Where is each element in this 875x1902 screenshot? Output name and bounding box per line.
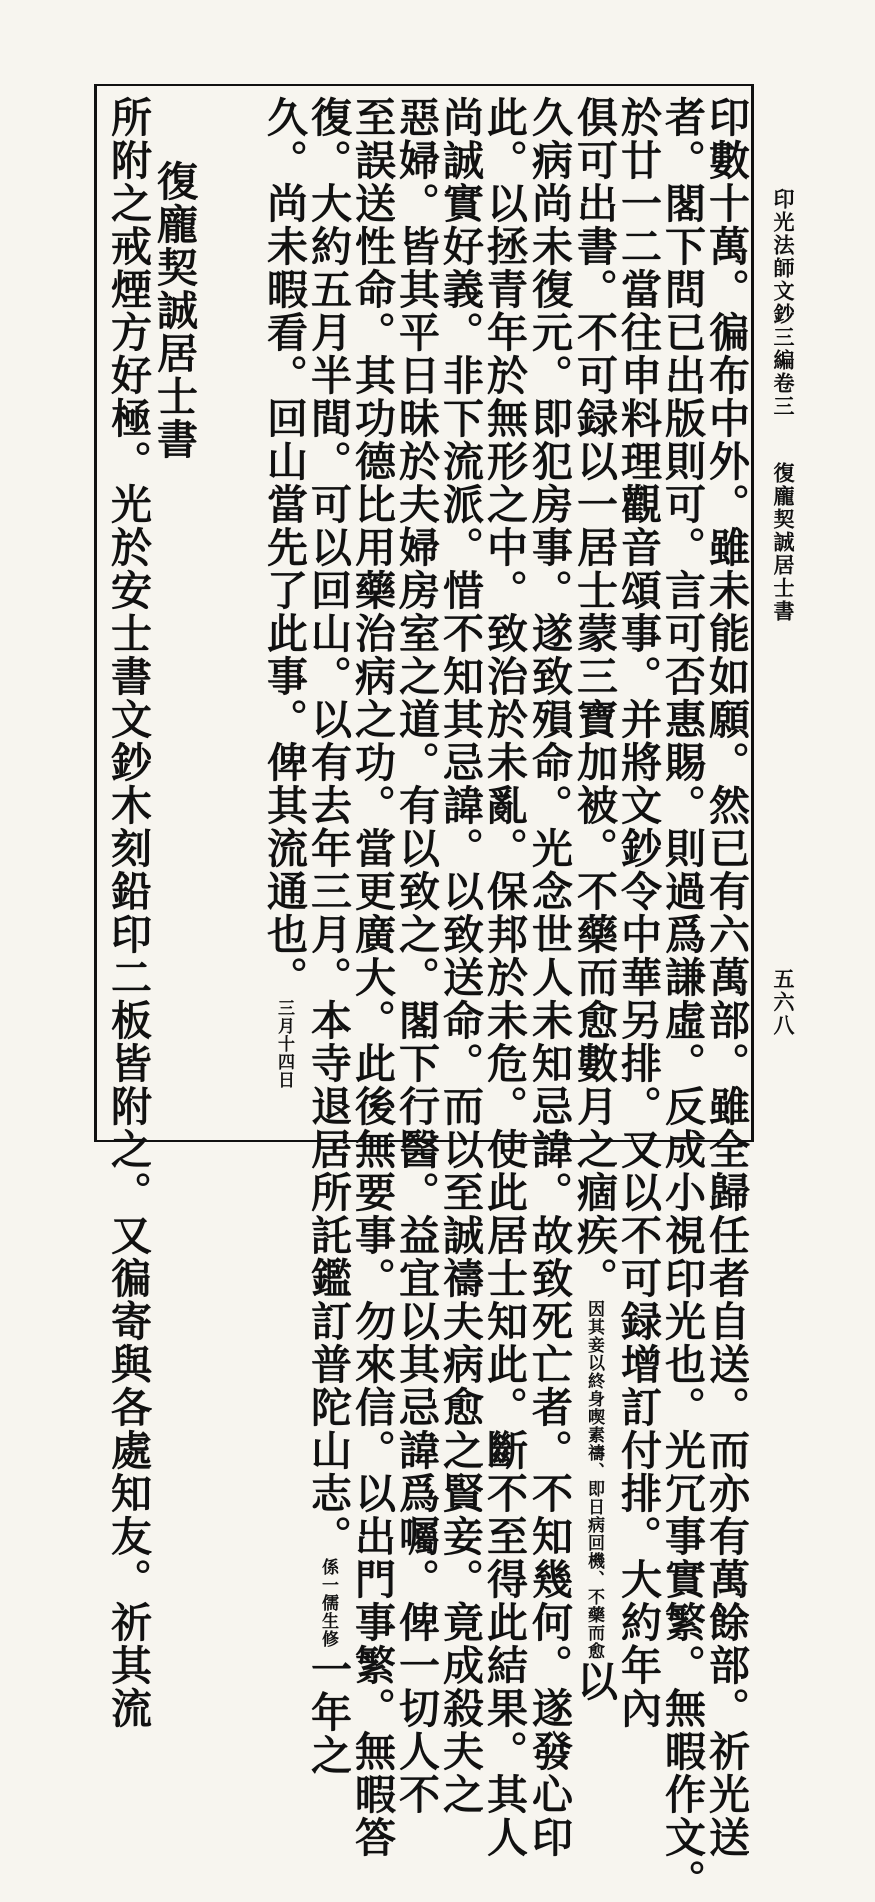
text-column-1: 印數十萬。徧布中外。雖未能如願。然已有六萬部。雖全歸任者自送。而亦有萬餘部。祈光送 — [702, 96, 750, 1859]
running-head-book-title: 印光法師文鈔三編卷三 — [771, 188, 796, 418]
text-column-2: 者。閣下問已出版則可。言可否惠賜。則過爲謙虛。反成小視印光也。光冗事實繁。無暇作文。 — [658, 96, 706, 1902]
text-column-7: 尚誠實好義。非下流派。惜不知其忌諱。以致送命。而以至誠禱夫病愈之賢妾。竟成殺夫之 — [436, 96, 484, 1816]
text-column-5: 久病尚未復元。即犯房事。遂致殞命。光念世人未知忌諱。故致死亡者。不知幾何。遂發心印 — [525, 96, 573, 1859]
letter-date: 三月十四日 — [274, 999, 294, 1089]
letter-title: 復龐契誠居士書 — [150, 160, 198, 461]
text-column-10: 復。大約五月半間。可以回山。以有去年三月。本寺退居所託鑑訂普陀山志。係一儒生修一年之 — [304, 96, 352, 1777]
interlinear-note: 係一儒生修 — [318, 1558, 338, 1648]
text-column-11: 久。尚未暇看。回山當先了此事。俾其流通也。三月十四日 — [260, 96, 308, 1089]
text-column-4: 俱可出書。不可録以一居士蒙三寶加被。不藥而愈數月之痼疾。因其妾以終身喫素禱、即日病回機、不藥而愈以 — [570, 96, 618, 1703]
text-column-8: 惡婦。皆其平日昧於夫婦房室之道。有以致之。閣下行醫。益宜以其忌諱爲囑。俾一切人不 — [392, 96, 440, 1816]
text-column-9: 至誤送性命。其功德比用藥治病之功。當更廣大。此後無要事。勿來信。以出門事繁。無暇答 — [348, 96, 396, 1859]
text-column-15: 所附之戒煙方好極。光於安士書文鈔木刻鉛印二板皆附之。又徧寄與各處知友。祈其流 — [104, 96, 152, 1730]
page-number: 五六八 — [771, 968, 796, 1037]
text-column-3: 於廿一二當往申料理觀音頌事。并將文鈔令中華另排。又以不可録增訂付排。大約年內 — [614, 96, 662, 1730]
interlinear-note: 因其妾以終身喫素禱、即日病回機、不藥而愈 — [584, 1300, 604, 1660]
running-head-section-title: 復龐契誠居士書 — [771, 462, 796, 623]
text-column-6: 此。以拯青年於無形之中。致治於未亂。保邦於未危。使此居士知此。斷不至得此結果。其人 — [480, 96, 528, 1859]
